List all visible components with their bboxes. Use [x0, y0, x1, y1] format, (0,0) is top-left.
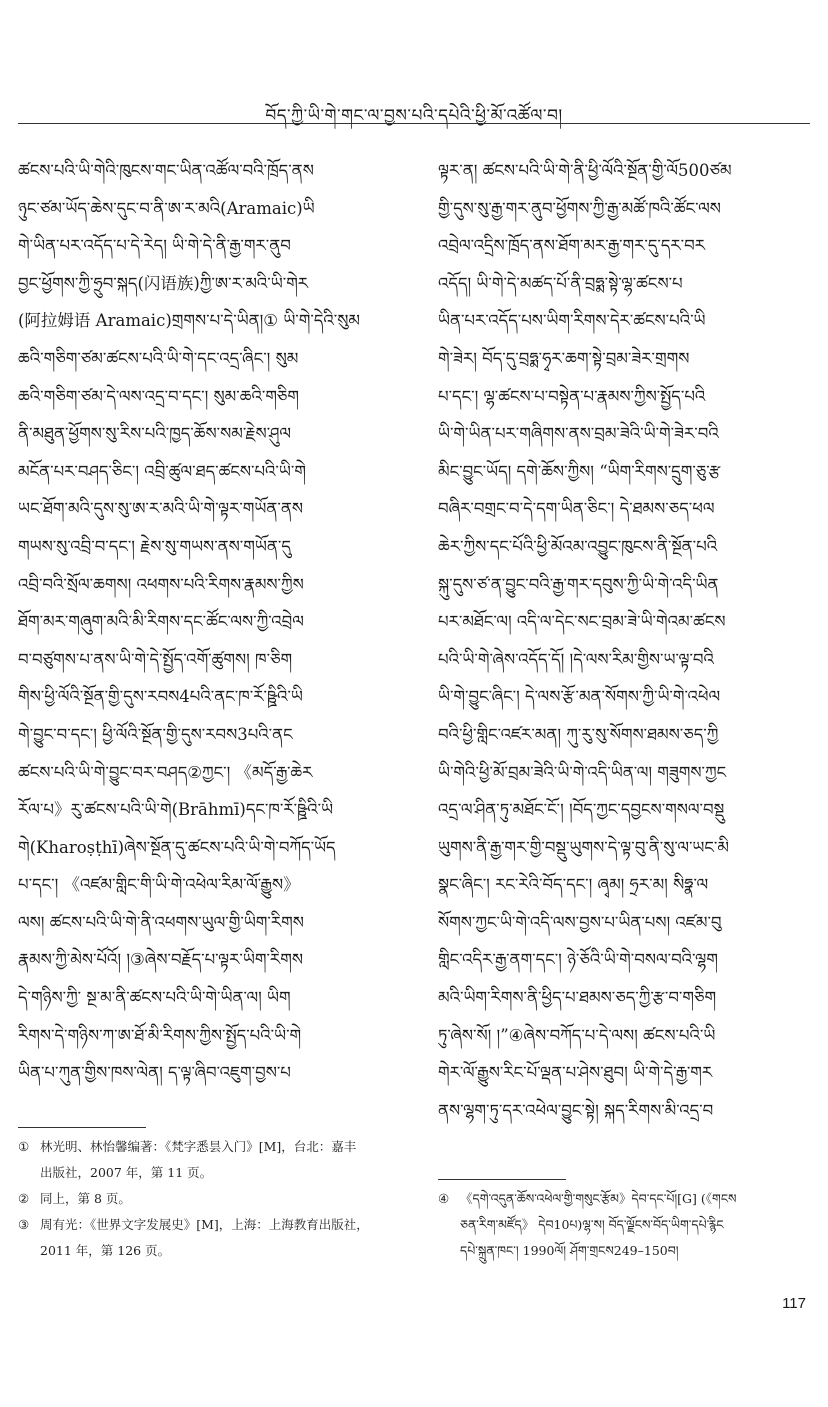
text-line: པ་དང་། 《འཛམ་གླིང་གི་ཡི་གེ་འཕེལ་རིམ་ལོ་རྒྱུས》: [18, 875, 300, 895]
text-line: པར་མཐོང་ལ། འདི་ལ་དེང་སང་བྲམ་ཟེ་ཡི་གེའམ་ཚངས: [438, 612, 726, 632]
text-line: གཡས་སུ་འབྲི་བ་དང་། རྗེས་སུ་གཡས་ནས་གཡོན་དུ: [18, 536, 291, 556]
text-line: རིགས་དེ་གཉིས་ཀ་ཨ་ཐོ་མི་རིགས་ཀྱིས་སྤྱོད་པའི་ཡི་གེ: [18, 1025, 302, 1045]
text-line: གྱི་དུས་སུ་རྒྱ་གར་ནུབ་ཕྱོགས་ཀྱི་རྒྱ་མཚོ་ཁའི་ཚོང་ལས: [438, 198, 721, 218]
text-line: འབྲེལ་འདྲིས་ཁྲོད་ནས་ཐོག་མར་རྒྱ་གར་དུ་དར་བར: [438, 236, 705, 256]
text-line: གླིང་འདིར་རྒྱ་ནག་དང་། ཉེ་ཅོའི་ཡི་གེ་བསལ་བའི་ལྷག: [438, 950, 718, 970]
text-line: ཡང་ཐོག་མའི་དུས་སུ་ཨ་ར་མའི་ཡི་གེ་ལྟར་གཡོན་ནས: [18, 499, 304, 519]
text-line: རྣམས་ཀྱི་མེས་པོའོ། །③ཞེས་བརྗོད་པ་ལྟར་ཡིག་རིགས: [18, 950, 303, 970]
footnotes-left: [18, 1134, 393, 1264]
text-line: དེ་གཉིས་ཀྱི་ སྔ་མ་ནི་ཚངས་པའི་ཡི་གེ་ཡིན་ལ། ཡིག: [18, 988, 291, 1008]
text-line: གེ་ཟེར། བོད་དུ་བྲཧྨ་ཧྭར་ཆག་སྟེ་བྲམ་ཟེར་གྲགས: [438, 348, 690, 368]
footnote-item: [18, 1186, 393, 1212]
text-line: གེ(Kharoṣṭhī)ཞེས་སྔོན་དུ་ཚངས་པའི་ཡི་གེ་བཀོད་ཡོད: [18, 837, 336, 857]
text-line: པའི་ཡི་གེ་ཞེས་འདོད་དོ། །དེ་ལས་རིམ་གྱིས་ཡ་ལྟ་བའི: [438, 649, 714, 669]
text-line: ཡི་གེའི་ཕྱི་མོ་བྲམ་ཟེའི་ཡི་གེ་འདི་ཡིན་ལ། གཟུགས་ཀྱང: [438, 762, 727, 782]
text-line: བ་བཙུགས་པ་ནས་ཡི་གེ་དེ་སྤྱོད་འགོ་ཚུགས། ཁ་ཅིག: [18, 649, 293, 669]
text-line: མངོན་པར་བཤད་ཅིང་། འབྲི་ཚུལ་ཐད་ཚངས་པའི་ཡི་གེ: [18, 461, 306, 481]
footnote-text: 周有光：《世界文字发展史》[M]，上海：上海教育出版社， 2011 年，第 126 页。: [40, 1217, 369, 1258]
text-line: གེ་བྱུང་བ་དང་། ཕྱི་ལོའི་སྔོན་གྱི་དུས་རབས3པའི་ནང: [18, 724, 293, 744]
text-line: ཡུགས་ནི་རྒྱ་གར་གྱི་བསྡུ་ཡུགས་དེ་ལྟ་བུ་ནི་སུ་ལ་ཡང་མི: [438, 837, 729, 857]
footnote-rule-right: [438, 1179, 566, 1180]
text-line: གེ་ཡིན་པར་འདོད་པ་དེ་རེད། ཡི་གེ་དེ་ནི་རྒྱ་གར་ནུབ: [18, 236, 291, 256]
footnote-number: ①: [18, 1139, 30, 1154]
text-line: གེར་ལོ་རྒྱུས་རིང་པོ་ལྡན་པ་ཤེས་ཐུབ། ཡི་གེ་དེ་རྒྱ་གར: [438, 1063, 713, 1083]
text-line: སྐུ་དུས་ཙ་ན་བྱུང་བའི་རྒྱ་གར་དབུས་ཀྱི་ཡི་གེ་འདི་ཡིན: [438, 574, 719, 594]
footnote-rule-left: [18, 1127, 146, 1128]
footnote-item: [18, 1212, 393, 1264]
text-line: མིང་བྱུང་ཡོད། དགེ་ཆོས་ཀྱིས། “ཡིག་རིགས་དྲུག་ཅུ་རྩ: [438, 461, 721, 481]
text-line: ནས་ལྷག་ཏུ་དར་འཕེལ་བྱུང་སྟེ། སྐད་རིགས་མི་འདྲ་བ: [438, 1100, 714, 1120]
footnote-item: [18, 1134, 393, 1186]
text-line: ལྟར་ན། ཚངས་པའི་ཡི་གེ་ནི་ཕྱི་ལོའི་སྔོན་གྱི་ལོ500ཙམ: [438, 161, 732, 180]
text-line: ཚངས་པའི་ཡི་གེ་བྱུང་བར་བཤད②ཀྱང་། 《མདོ་རྒྱ་ཆེར: [18, 762, 313, 782]
right-text-column: [438, 152, 810, 1129]
footnotes-right: [438, 1186, 813, 1264]
footnote-number: ③: [18, 1217, 30, 1232]
text-line: ཐོག་མར་གཞུག་མའི་མི་རིགས་དང་ཚོང་ལས་ཀྱི་འབྲེལ: [18, 612, 304, 632]
text-line: བའི་ཕྱི་གླིང་འཛར་མན། ཀུ་རུ་སུ་སོགས་ཐམས་ཅད་ཀྱི: [438, 724, 719, 744]
text-line: ཡིན་པ་ཀུན་གྱིས་ཁས་ལེན། ད་ལྟ་ཞིབ་འཇུག་བྱས་པ: [18, 1063, 291, 1083]
text-line: མའི་ཡིག་རིགས་ནི་ཕྱིད་པ་ཐམས་ཅད་ཀྱི་རྩ་བ་གཅིག: [438, 988, 717, 1008]
text-line: བཞིར་བགྲང་བ་དེ་དག་ཡིན་ཅིང་། དེ་ཐམས་ཅད་ཕལ: [438, 499, 715, 519]
text-line: རོལ་པ》རུ་ཚངས་པའི་ཡི་གེ(Brāhmī)དང་ཁ་རོ་ཥྛིའི་ཡི: [18, 800, 334, 820]
text-line: འདྲ་ལ་ཤིན་ཏུ་མཐོང་ངོ་། །བོད་ཀྱང་དབྱངས་གསལ་བསྡུ: [438, 800, 725, 820]
text-line: ཡིན་པར་འདོད་པས་ཡིག་རིགས་དེར་ཚངས་པའི་ཡི: [438, 311, 706, 331]
text-line: ཚངས་པའི་ཡི་གེའི་ཁུངས་གང་ཡིན་འཚོལ་བའི་ཁྲོད་ནས: [18, 161, 314, 180]
text-line: ལས། ཚངས་པའི་ཡི་གེ་ནི་འཕགས་ཡུལ་གྱི་ཡིག་རིགས: [18, 912, 304, 932]
left-text-column: [18, 152, 390, 1092]
text-line: ཆའི་གཅིག་ཙམ་དེ་ལས་འདྲ་བ་དང་། སུམ་ཆའི་གཅིག: [18, 386, 300, 406]
running-header-title: བོད་ཀྱི་ཡི་གེ་གང་ལ་བྱས་པའི་དཔེའི་ཕྱི་མོ་འཚོལ་བ།: [265, 106, 563, 126]
text-line: ཡི་གེ་ཡིན་པར་གཞིགས་ནས་བྲམ་ཟེའི་ཡི་གེ་ཟེར་བའི: [438, 424, 719, 444]
header-rule: [18, 123, 810, 124]
text-line: སྣང་ཞིང་། རང་རེའི་བོད་དང་། ཞྭམ། ཧྲར་མ། སིཧྣ་ལ: [438, 875, 709, 895]
text-line: ཏུ་ཞེས་སོ། །”④ཞེས་བཀོད་པ་དེ་ལས། ཚངས་པའི་ཡི: [438, 1025, 716, 1045]
text-line: འདོད། ཡི་གེ་དེ་མཚད་པོ་ནི་བྲཧྨ་སྟེ་ལྷ་ཚངས་པ: [438, 273, 683, 293]
text-line: གིས་ཕྱི་ལོའི་སྔོན་གྱི་དུས་རབས4པའི་ནང་ཁ་རོ་ཥྛིའི་ཡི: [18, 687, 303, 707]
text-line: ཆེར་ཀྱིས་དང་པོའི་ཕྱི་མོའམ་འབྱུང་ཁུངས་ནི་སྔོན་པའི: [438, 536, 718, 556]
text-line: ཉུང་ཙམ་ཡོད་ཆེས་དུང་བ་ནི་ཨ་ར་མའི(Aramaic)ཡི: [18, 198, 315, 218]
footnote-item: [438, 1186, 813, 1264]
footnote-text: 《དགེ་འདུན་ཆོས་འཕེལ་གྱི་གསུང་རྩོམ》དེབ་དང་པོ།[G] (《གངས ཅན་རིག་མཛོད》 དེབ10པ)ལྷ་ས། བོད་ལྗོངས་བོད་ཡིག་དཔེ་རྙིང དཔེ་སྐྲུན་ཁང་། 1990ལོ། ཤོག་གྲངས249–150བ།: [460, 1191, 737, 1258]
footnote-number: ②: [18, 1191, 30, 1206]
text-line: ནི་མཐུན་ཕྱོགས་སུ་རིས་པའི་ཁྱད་ཆོས་སམ་རྗེས་ཤུལ: [18, 424, 292, 444]
text-line: ཆའི་གཅིག་ཙམ་ཚངས་པའི་ཡི་གེ་དང་འདྲ་ཞིང་། སུམ: [18, 348, 299, 368]
text-line: འབྲི་བའི་སྲོལ་ཆགས། འཕགས་པའི་རིགས་རྣམས་ཀྱིས: [18, 574, 304, 594]
text-line: ཡི་གེ་བྱུང་ཞིང་། དེ་ལས་རྩོ་མན་སོགས་ཀྱི་ཡི་གེ་འཕེལ: [438, 687, 721, 707]
page-number: 117: [782, 1295, 806, 1312]
footnote-text: 同上，第 8 页。: [40, 1191, 131, 1206]
footnote-text: 林光明、林怡馨编著：《梵字悉昙入门》[M]，台北：嘉丰 出版社，2007 年，第 11 页。: [40, 1139, 357, 1180]
text-line: སོགས་ཀྱང་ཡི་གེ་འདི་ལས་བྱས་པ་ཡིན་པས། འཛམ་བུ: [438, 912, 722, 932]
footnote-number: ④: [438, 1191, 450, 1206]
text-line: (阿拉姆语 Aramaic)གྲགས་པ་དེ་ཡིན།① ཡི་གེ་དེའི་སུམ: [18, 311, 360, 331]
text-line: བྱང་ཕྱོགས་ཀྱི་ཧྲུབ་སྐད(闪语族)ཀྱི་ཨ་ར་མའི་ཡི་གེར: [18, 273, 309, 293]
text-line: པ་དང་། ལྷ་ཚངས་པ་བསྟེན་པ་རྣམས་ཀྱིས་སྤྱོད་པའི: [438, 386, 706, 406]
